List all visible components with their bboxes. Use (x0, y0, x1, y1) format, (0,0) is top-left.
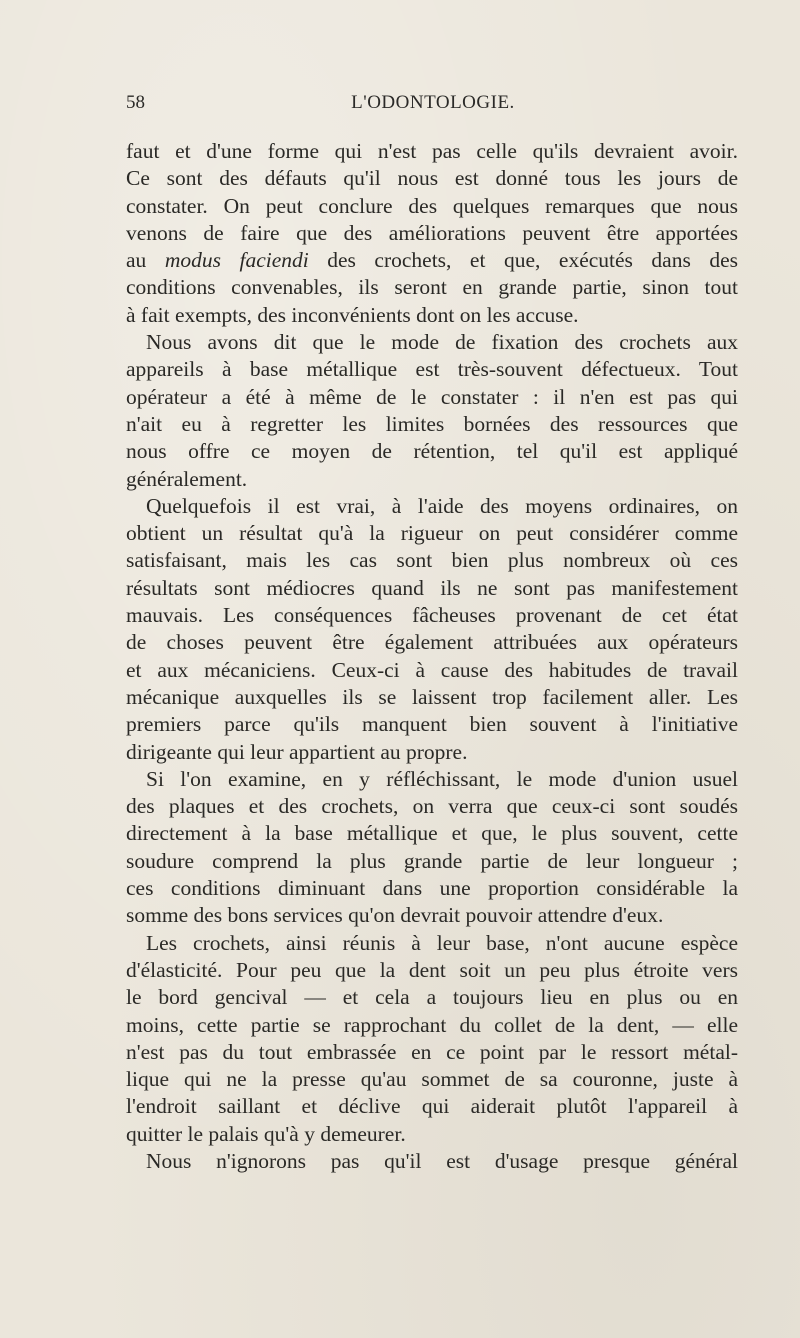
text-line: venons de faire que des améliorations peuvent être apportées (126, 220, 738, 245)
text-line: opérateur a été à même de le constater : il n'en est pas qui (126, 384, 738, 409)
text-line: Ce sont des défauts qu'il nous est donné tous les jours de (126, 166, 738, 191)
text-line: constater. On peut conclure des quelques remarques que nous (126, 193, 738, 218)
text-line: premiers parce qu'ils manquent bien souvent à l'initiative (126, 712, 738, 737)
text-line: résultats sont médiocres quand ils ne sont pas manifestement (126, 575, 738, 600)
text-line: d'élasticité. Pour peu que la dent soit un peu plus étroite vers (126, 957, 738, 982)
body-text (126, 138, 738, 1175)
text-line: ces conditions diminuant dans une proportion considérable la (126, 876, 738, 901)
text-line: obtient un résultat qu'à la rigueur on peut considérer comme (126, 521, 738, 546)
running-title: L'ODONTOLOGIE. (351, 92, 515, 113)
page-number: 58 (126, 92, 145, 113)
running-head (126, 92, 740, 120)
text-line: conditions convenables, ils seront en grande partie, sinon tout (126, 275, 738, 300)
text-line: l'endroit saillant et déclive qui aiderait plutôt l'appareil à (126, 1094, 738, 1119)
text-line: soudure comprend la plus grande partie de leur longueur ; (126, 848, 738, 873)
text-line: quitter le palais qu'à y demeurer. (126, 1121, 406, 1146)
paragraph-start-line: Quelquefois il est vrai, à l'aide des moyens ordinaires, on (146, 493, 738, 518)
text-line: à fait exempts, des inconvénients dont on les accuse. (126, 302, 579, 327)
text-line: faut et d'une forme qui n'est pas celle qu'ils devraient avoir. (126, 139, 738, 163)
text-line: de choses peuvent être également attribuées aux opérateurs (126, 630, 738, 655)
paragraph-start-line: Si l'on examine, en y réfléchissant, le mode d'union usuel (146, 766, 738, 791)
text-line-mixed (126, 247, 738, 274)
text-line: n'est pas du tout embrassée en ce point par le ressort métal- (126, 1039, 738, 1064)
text-line: et aux mécaniciens. Ceux-ci à cause des habitudes de travail (126, 657, 738, 682)
paragraph-start-line: Nous n'ignorons pas qu'il est d'usage presque général (146, 1148, 738, 1173)
text-line: généralement. (126, 466, 248, 491)
paragraph-start-line: Les crochets, ainsi réunis à leur base, n'ont aucune espèce (146, 930, 738, 955)
text-line: directement à la base métallique et que, le plus souvent, cette (126, 821, 738, 846)
italic-phrase: modus faciendi (164, 248, 309, 273)
text-fragment: des crochets, et que, exécutés dans des (327, 248, 738, 273)
text-line: mauvais. Les conséquences fâcheuses provenant de cet état (126, 603, 738, 628)
text-line: dirigeante qui leur appartient au propre. (126, 739, 468, 764)
text-line: moins, cette partie se rapprochant du collet de la dent, — elle (126, 1012, 738, 1037)
text-line: appareils à base métallique est très-souvent défectueux. Tout (126, 357, 738, 382)
text-line: somme des bons services qu'on devrait pouvoir attendre d'eux. (126, 903, 664, 928)
paragraph-start-line: Nous avons dit que le mode de fixation des crochets aux (146, 330, 738, 355)
text-line: n'ait eu à regretter les limites bornées des ressources que (126, 411, 738, 436)
text-line: le bord gencival — et cela a toujours lieu en plus ou en (126, 985, 738, 1010)
text-line: des plaques et des crochets, on verra que ceux-ci sont soudés (126, 794, 738, 819)
text-line: nous offre ce moyen de rétention, tel qu'il est appliqué (126, 439, 738, 464)
text-line: satisfaisant, mais les cas sont bien plus nombreux où ces (126, 548, 738, 573)
text-line: lique qui ne la presse qu'au sommet de sa couronne, juste à (126, 1067, 738, 1092)
text-line: mécanique auxquelles ils se laissent trop facilement aller. Les (126, 684, 738, 709)
text-fragment: au (126, 248, 147, 273)
